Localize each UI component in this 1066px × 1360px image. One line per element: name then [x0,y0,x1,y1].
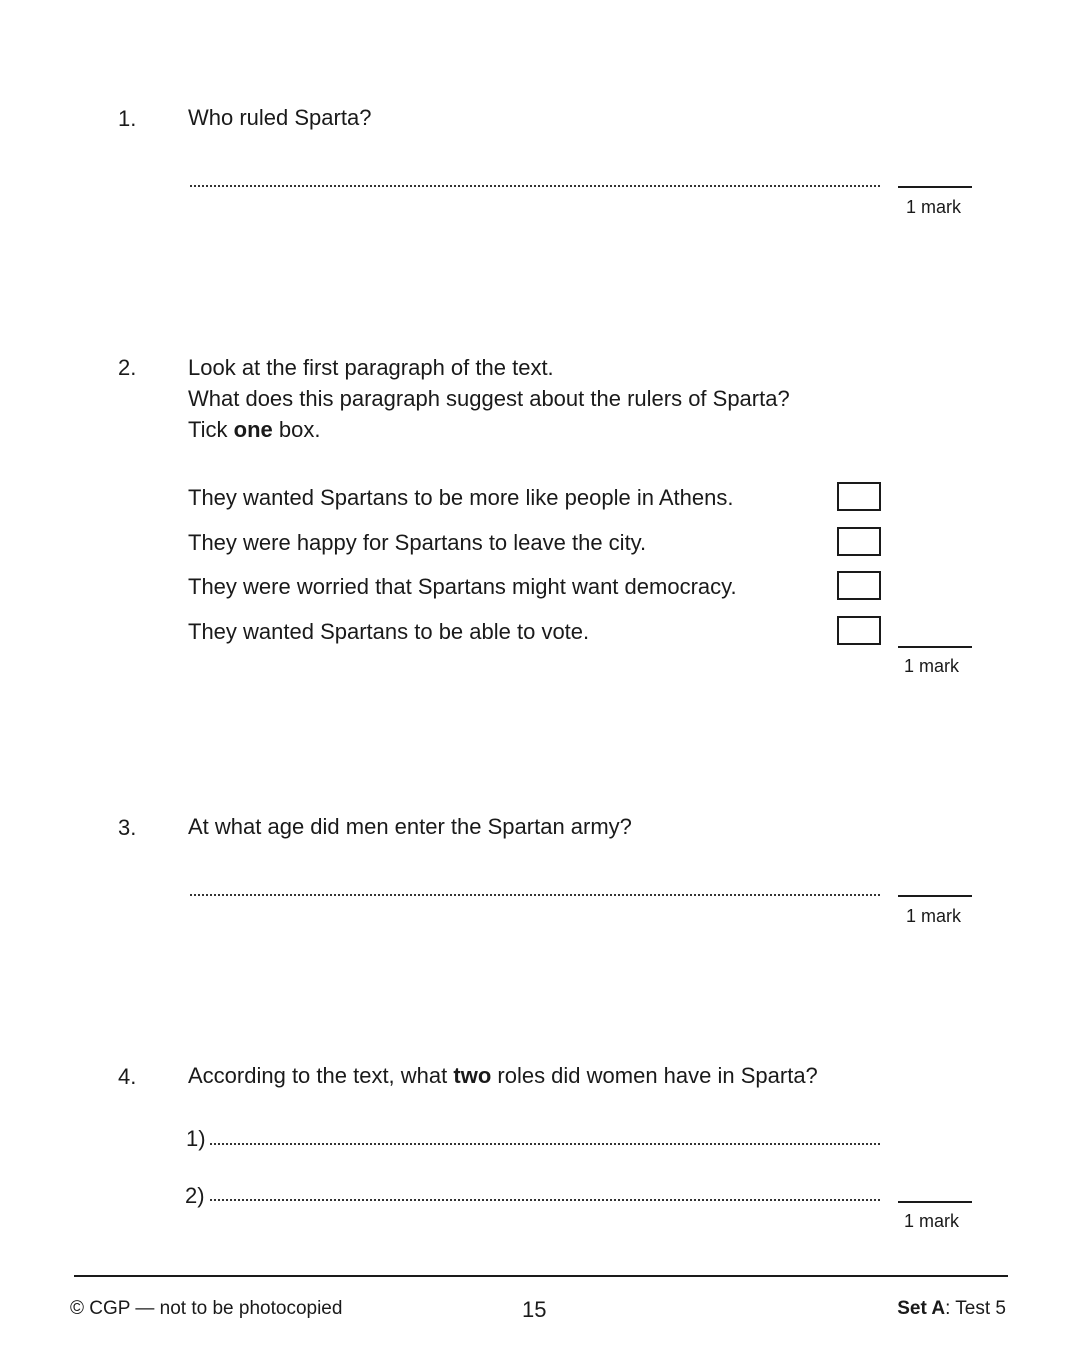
answer-label: 2) [185,1183,205,1208]
answer-line[interactable] [190,185,880,187]
mark-label: 1 mark [906,197,962,217]
question-number: 1. [118,106,137,131]
mark-label: 1 mark [904,1211,960,1231]
set-label: Set A: Test 5 [897,1298,1006,1319]
mark-label: 1 mark [906,906,962,926]
option-text: They wanted Spartans to be more like people in Athens. [188,485,734,510]
mark-line [898,895,972,897]
mark-line [898,186,972,188]
tick-box[interactable] [837,527,881,556]
question-text: At what age did men enter the Spartan army? [188,814,632,839]
question-text: Who ruled Sparta? [188,105,372,130]
copyright-notice: © CGP — not to be photocopied [70,1298,343,1319]
answer-line[interactable] [210,1143,880,1145]
mark-label: 1 mark [904,656,960,676]
mark-line [898,1201,972,1203]
tick-box[interactable] [837,482,881,511]
answer-label: 1) [186,1126,206,1151]
page-number: 15 [522,1297,547,1322]
option-text: They were happy for Spartans to leave the city. [188,530,647,555]
question-number: 4. [118,1064,137,1089]
answer-line[interactable] [190,894,880,896]
question-number: 3. [118,815,137,840]
tick-box[interactable] [837,616,881,645]
answer-line[interactable] [210,1199,880,1201]
footer-divider [74,1275,1008,1277]
question-line: Look at the first paragraph of the text. [188,355,554,380]
mark-line [898,646,972,648]
question-number: 2. [118,355,137,380]
option-text: They wanted Spartans to be able to vote. [188,619,590,644]
option-text: They were worried that Spartans might want democracy. [188,574,737,599]
question-text [188,352,790,445]
tick-instruction: Tick one box. [188,417,321,442]
question-line: What does this paragraph suggest about the rulers of Sparta? [188,386,790,411]
question-text: According to the text, what two roles did women have in Sparta? [188,1063,818,1088]
tick-box[interactable] [837,571,881,600]
